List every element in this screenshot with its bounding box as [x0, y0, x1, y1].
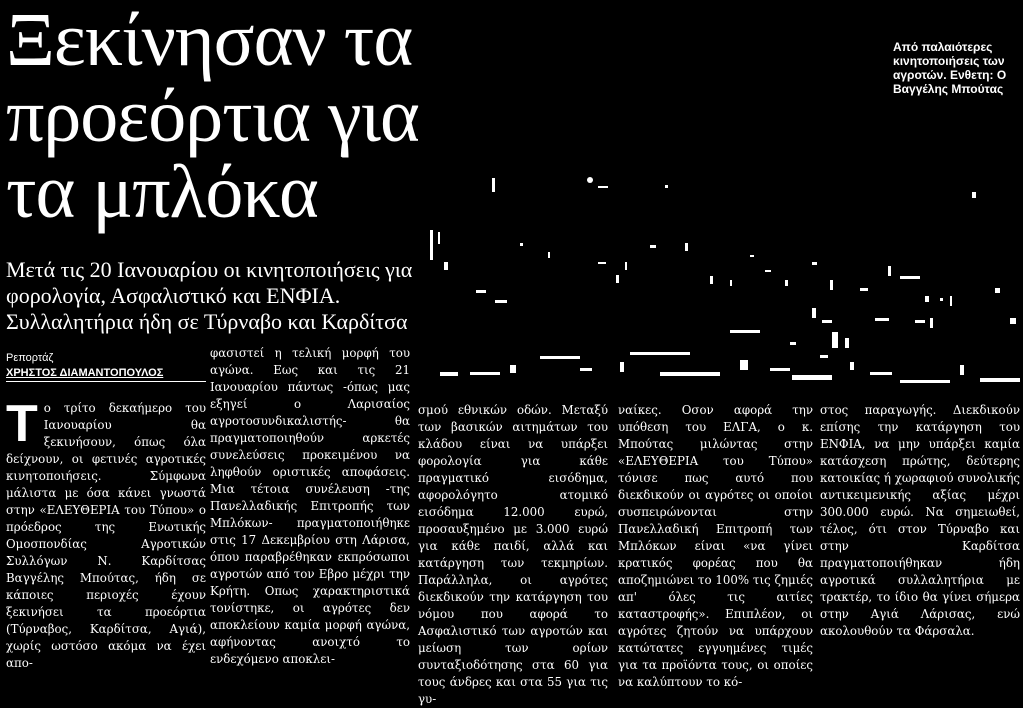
article-column-4: ναίκες. Οσον αφορά την υπόθεση του ΕΛΓΑ, ο κ. Μπούτας μιλώντας στην «ΕΛΕΥΘΕΡΙΑ του Τύπου» τόνισε πως αυτό που διεκδικούν οι αγρότες οι οποίοι συσπειρώνονται στην Πανελλαδική Επιτροπή των Μπλόκων είναι «να γίνει κρατικός φορέας που θα αποζημιώνει το 100% τις ζημιές απ' όλες τις αιτίες καταστροφής». Επιπλέον, οι αγρότες ζητούν να υπάρχουν κατώτατες εγγυημένες τιμές για τα προϊόντα τους, οι οποίες να καλύπτουν το κό-	[618, 403, 813, 689]
subheadline: Μετά τις 20 Ιανουαρίου οι κινητοποιήσεις για φορολογία, Ασφαλιστικό και ΕΝΦΙΑ. Συλλαλητήρια ήδη σε Τύρναβο και Καρδίτσα	[6, 257, 413, 334]
author-byline: ΧΡΗΣΤΟΣ ΔΙΑΜΑΝΤΟΠΟΥΛΟΣ	[6, 367, 164, 379]
article-column-3: σμού εθνικών οδών. Μεταξύ των βασικών αιτημάτων του κλάδου είναι να υπάρξει φορολογία για κάθε πραγματικό εισόδημα, αφορολόγητο ατομικό εισόδημα 12.000 ευρώ, προσαυξημένο με 3.000 ευρώ για κάθε παιδί, αλλά και κατάργηση των τεκμηρίων. Παράλληλα, οι αγρότες διεκδικούν την κατάργηση του νόμου που αφορά το Ασφαλιστικό των αγροτών και μείωση των ορίων συνταξιοδότησης στα 60 για τους άνδρες και στα 55 για τις γυ-	[418, 403, 608, 706]
article-column-1	[6, 395, 206, 672]
photo-caption: Από παλαιότερες κινητοποιήσεις των αγροτών. Ενθετη: Ο Βαγγέλης Μπούτας	[893, 40, 1007, 96]
column-1-text: ο τρίτο δεκαήμερο του Ιανουαρίου θα ξεκινήσουν, όπως όλα δείχνουν, οι φετινές αγροτικές κινητοποιήσεις. Σύμφωνα μάλιστα με όσα κάνει γνωστά στην «ΕΛΕΥΘΕΡΙΑ του Τύπου» ο πρόεδρος της Ενωτικής Ομοσπονδίας Αγροτικών Συλλόγων Ν. Καρδίτσας Βαγγέλης Μπούτας, ήδη σε κάποιες περιοχές έχουν ξεκινήσει τα προεόρτια (Τύρναβος, Καρδίτσα, Αγιά), χωρίς ωστόσο ακόμα να έχει απο-	[6, 401, 206, 670]
section-label: Ρεπορτάζ	[6, 352, 54, 364]
drop-cap: Τ	[6, 395, 38, 453]
headline: Ξεκίνησαν τα προεόρτια για τα μπλόκα	[6, 0, 419, 234]
article-column-2: φασιστεί η τελική μορφή του αγώνα. Εως και τις 21 Ιανουαρίου πάντως -όπως μας εξηγεί ο Λαρισαίος αγροτοσυνδικαλιστής- θα πραγματοποιηθούν αρκετές συνελεύσεις προκειμένου να ληφθούν οριστικές αποφάσεις. Μια τέτοια συνέλευση -της Πανελλαδικής Επιτροπής των Μπλόκων- πραγματοποιήθηκε στις 17 Δεκεμβρίου στη Λάρισα, όπου παραβρέθηκαν εκπρόσωποι αγροτών από τον Εβρο μέχρι την Κρήτη. Οπως χαρακτηριστικά τονίστηκε, οι αγρότες δεν αποκλείουν καμία μορφή αγώνα, αφήνοντας ανοιχτό το ενδεχόμενο αποκλει-	[210, 346, 410, 666]
article-column-5: στος παραγωγής. Διεκδικούν επίσης την κατάργηση του ΕΝΦΙΑ, να μην υπάρξει καμία κατάσχεση πρώτης, δεύτερης κατοικίας ή χωραφιού συνολικής αντικειμενικής αξίας μέχρι 300.000 ευρώ. Να σημειωθεί, τέλος, ότι στον Τύρναβο και στην Καρδίτσα πραγματοποιήθηκαν ήδη αγροτικά συλλαλητήρια με τρακτέρ, το ίδιο θα γίνει σήμερα στην Αγιά Λάρισας, ενώ ακολουθούν τα Φάρσαλα.	[820, 403, 1020, 638]
byline-rule	[6, 381, 206, 382]
